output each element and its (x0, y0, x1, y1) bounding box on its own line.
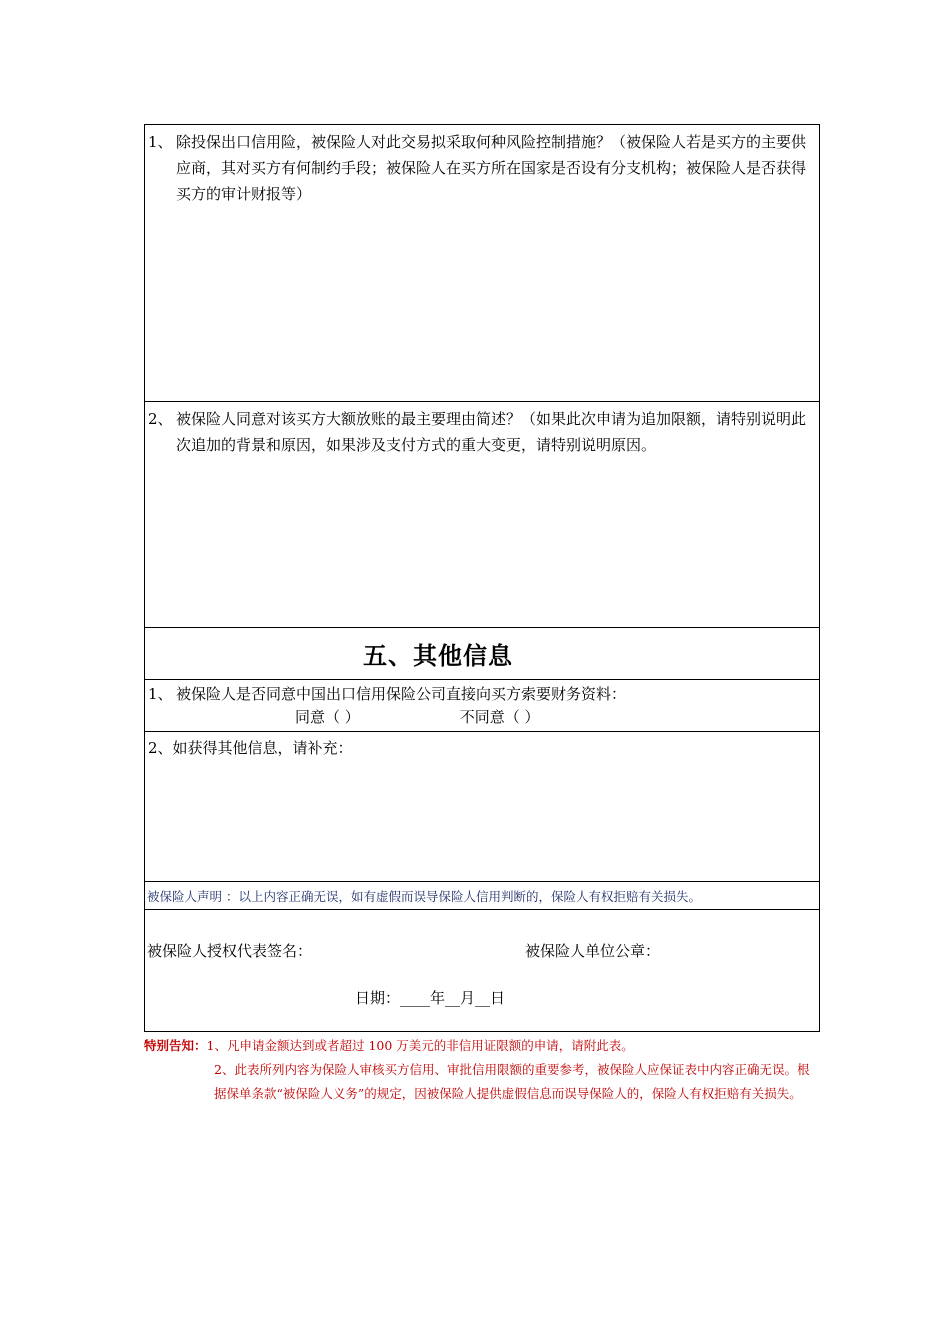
question-1-row (145, 125, 820, 402)
representative-signature-label: 被保险人授权代表签名： (147, 942, 313, 960)
section-title-cell (145, 628, 820, 680)
signature-cell[interactable] (145, 910, 820, 1032)
signature-row (145, 910, 820, 1032)
question-2-text: 被保险人同意对该买方大额放账的最主要理由简述？（如果此次申请为追加限额，请特别说明此次追加的背景和原因，如果涉及支付方式的重大变更，请特别说明原因。 (176, 410, 807, 454)
declaration-text: 被保险人声明 ：以上内容正确无误，如有虚假而误导保险人信用判断的，保险人有权拒赔有关损失。 (147, 888, 701, 904)
question-2-cell[interactable] (145, 402, 820, 628)
other-info-1-row (145, 680, 820, 732)
question-2-number: 2、 (148, 410, 173, 428)
other-info-1-text: 被保险人是否同意中国出口信用保险公司直接向买方索要财务资料： (176, 685, 627, 703)
agree-option[interactable]: 同意（ ） (295, 708, 360, 726)
notice-lead: 特别告知： (144, 1038, 207, 1053)
other-info-2-cell[interactable] (145, 732, 820, 882)
notice-item-2: 2、此表所列内容为保险人审核买方信用、审批信用限额的重要参考，被保险人应保证表中内容正确无误。根据保单条款“被保险人义务”的规定，因被保险人提供虚假信息而误导保险人的，保险人有权拒赔有关损失。 (214, 1062, 810, 1101)
other-info-1-cell (145, 680, 820, 732)
question-2-row (145, 402, 820, 628)
application-form-table (144, 124, 820, 1032)
other-info-2-row (145, 732, 820, 882)
section-title-row (145, 628, 820, 680)
company-seal-label: 被保险人单位公章： (525, 942, 661, 960)
declaration-row (145, 882, 820, 910)
special-notice (144, 1034, 820, 1106)
question-1-number: 1、 (148, 133, 173, 151)
other-info-1-number: 1、 (148, 685, 173, 703)
signature-date: 日期：____年__月__日 (355, 989, 506, 1007)
other-info-2-text: 2、如获得其他信息，请补充： (148, 739, 353, 757)
section-title: 五、其他信息 (363, 642, 513, 670)
question-1-cell[interactable] (145, 125, 820, 402)
declaration-cell (145, 882, 820, 910)
notice-item-1: 1、凡申请金额达到或者超过 100 万美元的非信用证限额的申请，请附此表。 (206, 1038, 634, 1053)
disagree-option[interactable]: 不同意（ ） (459, 708, 540, 726)
question-1-text: 除投保出口信用险，被保险人对此交易拟采取何种风险控制措施？（被保险人若是买方的主要供应商，其对买方有何制约手段；被保险人在买方所在国家是否设有分支机构；被保险人是否获得买方的审计财报等） (176, 133, 807, 203)
